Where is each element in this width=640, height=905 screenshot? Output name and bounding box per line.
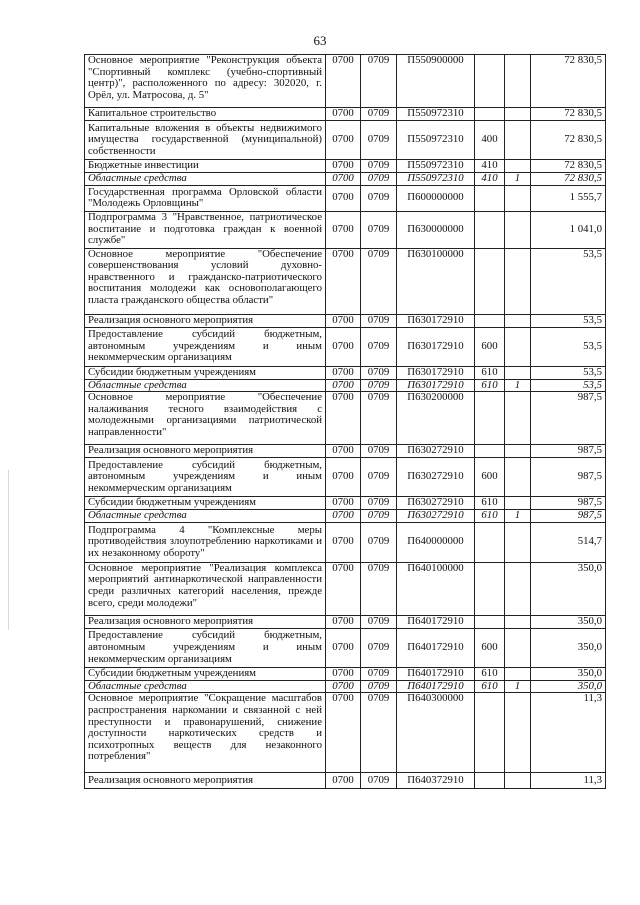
table-row: [85, 458, 606, 497]
target-article-code: П640000000: [397, 522, 475, 562]
section-code: 0700: [326, 121, 361, 160]
target-article-code: П630272910: [397, 458, 475, 497]
amount: 514,7: [531, 522, 606, 562]
expense-type-code: 610: [475, 497, 505, 510]
funding-source-code: [505, 314, 531, 327]
funding-source-code: [505, 327, 531, 366]
target-article-code: П640372910: [397, 773, 475, 789]
amount: 987,5: [531, 510, 606, 523]
amount: 350,0: [531, 680, 606, 693]
target-article-code: П550900000: [397, 55, 475, 108]
funding-source-code: [505, 667, 531, 680]
item-name: Капитальные вложения в объекты недвижимого имущества государственной (муниципальной) собственности: [85, 121, 326, 160]
expense-type-code: [475, 392, 505, 445]
target-article-code: П640172910: [397, 615, 475, 628]
expense-type-code: [475, 522, 505, 562]
expense-type-code: [475, 108, 505, 121]
expense-type-code: 600: [475, 458, 505, 497]
section-code: 0700: [326, 667, 361, 680]
item-name: Субсидии бюджетным учреждениям: [85, 667, 326, 680]
target-article-code: П630172910: [397, 327, 475, 366]
amount: 72 830,5: [531, 108, 606, 121]
section-code: 0700: [326, 314, 361, 327]
target-article-code: П550972310: [397, 160, 475, 173]
subsection-code: 0709: [361, 327, 397, 366]
section-code: 0700: [326, 379, 361, 392]
expense-type-code: 410: [475, 160, 505, 173]
target-article-code: П630272910: [397, 497, 475, 510]
item-name: Областные средства: [85, 680, 326, 693]
section-code: 0700: [326, 185, 361, 211]
funding-source-code: [505, 445, 531, 458]
table-row: [85, 562, 606, 615]
subsection-code: 0709: [361, 211, 397, 248]
subsection-code: 0709: [361, 522, 397, 562]
subsection-code: 0709: [361, 173, 397, 186]
funding-source-code: [505, 108, 531, 121]
section-code: 0700: [326, 327, 361, 366]
item-name: Капитальное строительство: [85, 108, 326, 121]
subsection-code: 0709: [361, 366, 397, 379]
section-code: 0700: [326, 510, 361, 523]
subsection-code: 0709: [361, 773, 397, 789]
amount: 987,5: [531, 458, 606, 497]
funding-source-code: [505, 562, 531, 615]
item-name: Областные средства: [85, 379, 326, 392]
item-name: Подпрограмма 3 "Нравственное, патриотическое воспитание и подготовка граждан к военной службе": [85, 211, 326, 248]
section-code: 0700: [326, 160, 361, 173]
target-article-code: П600000000: [397, 185, 475, 211]
item-name: Основное мероприятие "Сокращение масштабов распространения наркомании и связанной с ней преступности и правонарушений, снижение доступности наркотических средств и психотропных веществ для незаконного потребления": [85, 693, 326, 773]
amount: 72 830,5: [531, 160, 606, 173]
funding-source-code: 1: [505, 379, 531, 392]
table-row: [85, 680, 606, 693]
target-article-code: П630272910: [397, 510, 475, 523]
target-article-code: П640172910: [397, 667, 475, 680]
funding-source-code: [505, 458, 531, 497]
target-article-code: П630172910: [397, 366, 475, 379]
item-name: Областные средства: [85, 173, 326, 186]
funding-source-code: [505, 185, 531, 211]
subsection-code: 0709: [361, 562, 397, 615]
expense-type-code: [475, 185, 505, 211]
subsection-code: 0709: [361, 458, 397, 497]
expense-type-code: [475, 314, 505, 327]
table-row: [85, 327, 606, 366]
funding-source-code: [505, 392, 531, 445]
amount: 11,3: [531, 773, 606, 789]
section-code: 0700: [326, 366, 361, 379]
expense-type-code: 610: [475, 680, 505, 693]
section-code: 0700: [326, 562, 361, 615]
item-name: Предоставление субсидий бюджетным, автономным учреждениям и иным некоммерческим организациям: [85, 458, 326, 497]
funding-source-code: [505, 773, 531, 789]
table-row: [85, 497, 606, 510]
table-row: [85, 628, 606, 667]
subsection-code: 0709: [361, 160, 397, 173]
subsection-code: 0709: [361, 667, 397, 680]
budget-table-body: [85, 55, 606, 789]
amount: 987,5: [531, 445, 606, 458]
target-article-code: П630100000: [397, 248, 475, 314]
amount: 1 555,7: [531, 185, 606, 211]
expense-type-code: [475, 693, 505, 773]
item-name: Субсидии бюджетным учреждениям: [85, 366, 326, 379]
expense-type-code: 610: [475, 379, 505, 392]
section-code: 0700: [326, 522, 361, 562]
subsection-code: 0709: [361, 392, 397, 445]
section-code: 0700: [326, 211, 361, 248]
amount: 53,5: [531, 379, 606, 392]
item-name: Реализация основного мероприятия: [85, 314, 326, 327]
expense-type-code: [475, 55, 505, 108]
item-name: Бюджетные инвестиции: [85, 160, 326, 173]
section-code: 0700: [326, 680, 361, 693]
table-row: [85, 314, 606, 327]
expense-type-code: [475, 562, 505, 615]
table-row: [85, 173, 606, 186]
amount: 350,0: [531, 615, 606, 628]
table-row: [85, 211, 606, 248]
item-name: Основное мероприятие "Реализация комплекса мероприятий антинаркотической направленности среди различных категорий населения, прежде всего, среди молодежи": [85, 562, 326, 615]
target-article-code: П630000000: [397, 211, 475, 248]
funding-source-code: [505, 628, 531, 667]
funding-source-code: [505, 615, 531, 628]
item-name: Основное мероприятие "Обеспечение совершенствования условий духовно-нравственного и гражданско-патриотического воспитания молодежи как основополагающего пласта гражданского общества области": [85, 248, 326, 314]
funding-source-code: [505, 121, 531, 160]
target-article-code: П550972310: [397, 108, 475, 121]
section-code: 0700: [326, 693, 361, 773]
target-article-code: П550972310: [397, 121, 475, 160]
expense-type-code: 600: [475, 327, 505, 366]
expense-type-code: [475, 248, 505, 314]
item-name: Государственная программа Орловской области "Молодежь Орловщины": [85, 185, 326, 211]
funding-source-code: 1: [505, 510, 531, 523]
target-article-code: П640300000: [397, 693, 475, 773]
expense-type-code: 410: [475, 173, 505, 186]
amount: 1 041,0: [531, 211, 606, 248]
amount: 53,5: [531, 314, 606, 327]
section-code: 0700: [326, 173, 361, 186]
expense-type-code: [475, 773, 505, 789]
table-row: [85, 392, 606, 445]
expense-type-code: 600: [475, 628, 505, 667]
funding-source-code: 1: [505, 173, 531, 186]
target-article-code: П640172910: [397, 680, 475, 693]
amount: 11,3: [531, 693, 606, 773]
target-article-code: П630200000: [397, 392, 475, 445]
table-row: [85, 693, 606, 773]
section-code: 0700: [326, 55, 361, 108]
table-row: [85, 667, 606, 680]
subsection-code: 0709: [361, 510, 397, 523]
expense-type-code: 610: [475, 667, 505, 680]
funding-source-code: [505, 248, 531, 314]
section-code: 0700: [326, 628, 361, 667]
expense-type-code: [475, 445, 505, 458]
budget-table: [84, 54, 606, 789]
amount: 72 830,5: [531, 55, 606, 108]
page-number: 63: [313, 33, 327, 48]
subsection-code: 0709: [361, 693, 397, 773]
subsection-code: 0709: [361, 445, 397, 458]
expense-type-code: [475, 615, 505, 628]
scan-margin-line: [8, 470, 9, 630]
table-row: [85, 510, 606, 523]
item-name: Субсидии бюджетным учреждениям: [85, 497, 326, 510]
target-article-code: П630272910: [397, 445, 475, 458]
expense-type-code: 400: [475, 121, 505, 160]
table-row: [85, 160, 606, 173]
table-row: [85, 248, 606, 314]
funding-source-code: [505, 693, 531, 773]
funding-source-code: 1: [505, 680, 531, 693]
table-row: [85, 379, 606, 392]
subsection-code: 0709: [361, 680, 397, 693]
subsection-code: 0709: [361, 248, 397, 314]
item-name: Предоставление субсидий бюджетным, автономным учреждениям и иным некоммерческим организациям: [85, 327, 326, 366]
target-article-code: П550972310: [397, 173, 475, 186]
amount: 987,5: [531, 392, 606, 445]
target-article-code: П630172910: [397, 379, 475, 392]
target-article-code: П640100000: [397, 562, 475, 615]
funding-source-code: [505, 211, 531, 248]
amount: 72 830,5: [531, 173, 606, 186]
item-name: Подпрограмма 4 "Комплексные меры противодействия злоупотреблению наркотиками и их незаконному обороту": [85, 522, 326, 562]
amount: 72 830,5: [531, 121, 606, 160]
item-name: Основное мероприятие "Обеспечение налаживания тесного взаимодействия с молодежными организациями патриотической направленности": [85, 392, 326, 445]
item-name: Основное мероприятие "Реконструкция объекта "Спортивный комплекс (учебно-спортивный центр)", расположенного по адресу: 302020, г. Орёл, ул. Матросова, д. 5": [85, 55, 326, 108]
funding-source-code: [505, 366, 531, 379]
subsection-code: 0709: [361, 497, 397, 510]
subsection-code: 0709: [361, 314, 397, 327]
amount: 987,5: [531, 497, 606, 510]
item-name: Реализация основного мероприятия: [85, 445, 326, 458]
section-code: 0700: [326, 458, 361, 497]
subsection-code: 0709: [361, 379, 397, 392]
section-code: 0700: [326, 248, 361, 314]
table-row: [85, 366, 606, 379]
expense-type-code: 610: [475, 366, 505, 379]
item-name: Предоставление субсидий бюджетным, автономным учреждениям и иным некоммерческим организациям: [85, 628, 326, 667]
table-row: [85, 773, 606, 789]
funding-source-code: [505, 55, 531, 108]
section-code: 0700: [326, 615, 361, 628]
section-code: 0700: [326, 392, 361, 445]
amount: 53,5: [531, 248, 606, 314]
expense-type-code: [475, 211, 505, 248]
section-code: 0700: [326, 773, 361, 789]
target-article-code: П630172910: [397, 314, 475, 327]
amount: 53,5: [531, 327, 606, 366]
amount: 350,0: [531, 628, 606, 667]
table-row: [85, 121, 606, 160]
subsection-code: 0709: [361, 108, 397, 121]
section-code: 0700: [326, 497, 361, 510]
subsection-code: 0709: [361, 615, 397, 628]
table-row: [85, 522, 606, 562]
funding-source-code: [505, 497, 531, 510]
table-row: [85, 615, 606, 628]
item-name: Реализация основного мероприятия: [85, 773, 326, 789]
table-row: [85, 445, 606, 458]
amount: 350,0: [531, 667, 606, 680]
item-name: Реализация основного мероприятия: [85, 615, 326, 628]
expense-type-code: 610: [475, 510, 505, 523]
subsection-code: 0709: [361, 55, 397, 108]
table-row: [85, 185, 606, 211]
section-code: 0700: [326, 108, 361, 121]
subsection-code: 0709: [361, 121, 397, 160]
funding-source-code: [505, 160, 531, 173]
item-name: Областные средства: [85, 510, 326, 523]
table-row: [85, 55, 606, 108]
funding-source-code: [505, 522, 531, 562]
amount: 53,5: [531, 366, 606, 379]
subsection-code: 0709: [361, 185, 397, 211]
section-code: 0700: [326, 445, 361, 458]
target-article-code: П640172910: [397, 628, 475, 667]
subsection-code: 0709: [361, 628, 397, 667]
amount: 350,0: [531, 562, 606, 615]
table-row: [85, 108, 606, 121]
